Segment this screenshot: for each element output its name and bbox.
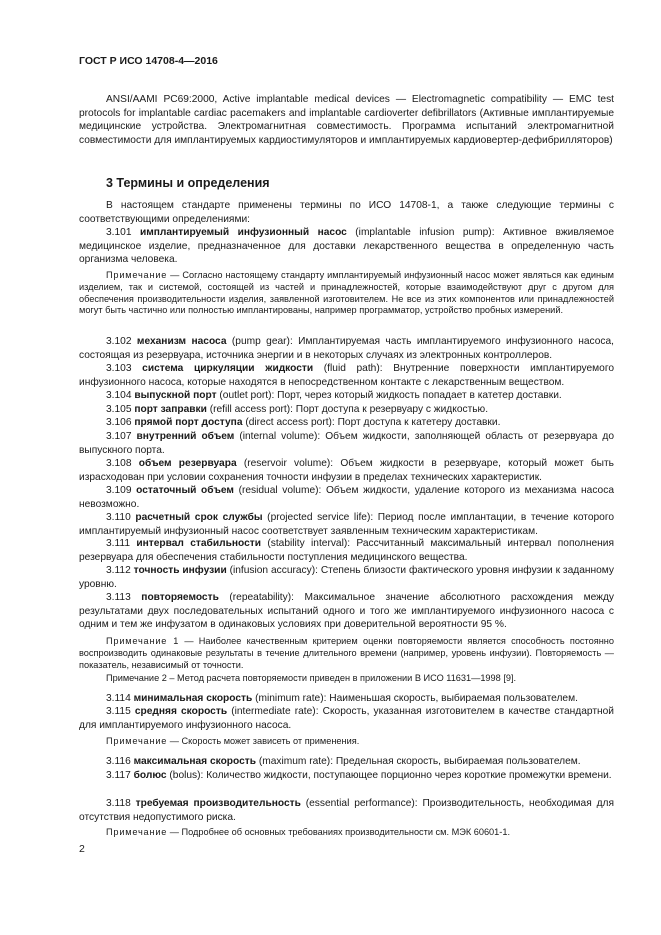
term-3-104	[79, 389, 614, 403]
term-definition: (fluid path): Внутренние поверхности имплантируемого инфузионного насоса, которые находятся в непосредственном контакте с лекарственным веществом.	[79, 363, 614, 388]
term-definition: (intermediate rate): Скорость, указанная изготовителем в качестве стандартной для имплантируемого инфузионного насоса.	[79, 706, 614, 731]
term-name: порт заправки	[134, 404, 207, 415]
intro-paragraph: В настоящем стандарте применены термины по ИСО 14708-1, а также следующие термины с соответствующими определениями:	[79, 200, 614, 225]
term-name: расчетный срок службы	[135, 512, 263, 523]
term-definition: (repeatability): Максимальное значение абсолютного расхождения между результатами двух последовательных испытаний одного и того же имплантируемого инфузионного насоса с одним и тем же инфузатом в одинаковых условиях при доверительной вероятности 95 %.	[79, 592, 614, 631]
term-3-110	[79, 511, 614, 538]
note-repeatability-1	[79, 636, 614, 671]
term-number: 3.107	[106, 431, 132, 442]
term-number: 3.116	[106, 756, 131, 767]
term-3-107	[79, 430, 614, 457]
term-name: механизм насоса	[136, 336, 227, 347]
term-name: требуемая производительность	[135, 798, 301, 809]
term-3-116	[79, 755, 614, 769]
term-definition: (refill access port): Порт доступа к резервуару с жидкостью.	[206, 404, 489, 415]
term-definition: (infusion accuracy): Степень близости фактического уровня инфузии к заданному уровню.	[79, 565, 614, 590]
term-name: остаточный объем	[136, 485, 234, 496]
term-name: повторяемость	[141, 592, 219, 603]
term-definition: (bolus): Количество жидкости, поступающее порционно через короткие промежутки времени.	[166, 770, 612, 781]
term-number: 3.101	[106, 227, 132, 238]
term-3-112	[79, 564, 614, 591]
note-rate	[79, 736, 614, 748]
note-performance	[79, 827, 614, 839]
term-definition: (stability interval): Рассчитанный максимальный интервал пополнения резервуара для обеспечения стабильности поступления медицинского вещества.	[79, 538, 614, 563]
term-number: 3.108	[106, 458, 132, 469]
term-number: 3.112	[106, 565, 131, 576]
note-text: — Согласно настоящему стандарту имплантируемый инфузионный насос может являться как единым изделием, так и системой, состоящей из частей и принадлежностей, которые взаимодействуют друг с другом для обеспечения производительности изделия, заявленной изготовителем. Не все из этих компонентов или принадлежностей могут быть частично или полностью имплантированы, например программатор, устройство пробных измерений.	[79, 270, 614, 316]
term-number: 3.104	[106, 390, 132, 401]
term-3-108	[79, 457, 614, 484]
term-definition: (internal volume): Объем жидкости, заполняющей область от резервуара до выпускного порта.	[79, 431, 614, 456]
term-definition: (projected service life): Период после имплантации, в течение которого имплантируемый инфузионный насос соответствует заявленным техническим характеристикам.	[79, 512, 614, 537]
document-header: ГОСТ Р ИСО 14708-4—2016	[79, 55, 218, 67]
term-number: 3.105	[106, 404, 132, 415]
term-definition: (direct access port): Порт доступа к катетеру доставки.	[242, 417, 501, 428]
term-3-109	[79, 484, 614, 511]
term-name: точность инфузии	[133, 565, 227, 576]
reference-paragraph: ANSI/AAMI PC69:2000, Active implantable medical devices — Electromagnetic compatibility — EMC test protocols for implantable cardiac pacemakers and implantable cardioverter defibrillators (Активные имплантируемые медицинские устройства. Электромагнитная совместимость. Программа испытаний электромагнитной совместимости для имплантируемых кардиостимуляторов и имплантируемых кардиовертер-дефибрилляторов)	[79, 94, 614, 146]
term-definition: (pump gear): Имплантируемая часть имплантируемого инфузионного насоса, состоящая из резервуара, источника энергии и в некоторых случаях из электронных контроллеров.	[79, 336, 614, 361]
term-3-111	[79, 537, 614, 564]
term-name: прямой порт доступа	[134, 417, 243, 428]
term-definition: (essential performance): Производительность, необходимая для отсутствия недопустимого риска.	[79, 798, 614, 823]
term-number: 3.113	[106, 592, 131, 603]
note-label: Примечание	[106, 827, 168, 837]
term-number: 3.110	[106, 512, 131, 523]
note-text: — Наиболее качественным критерием оценки повторяемости является способность постоянно воспроизводить одинаковые результаты в течение длительного времени (например, уровень инфузии). Повторяемость — показатель, независимый от точности.	[79, 636, 614, 670]
term-name: объем резервуара	[138, 458, 237, 469]
term-3-103	[79, 362, 614, 389]
note-text: — Подробнее об основных требованиях производительности см. МЭК 60601-1.	[167, 827, 510, 837]
term-3-114	[79, 692, 614, 706]
term-definition: (outlet port): Порт, через который жидкость попадает в катетер доставки.	[216, 390, 562, 401]
term-number: 3.117	[106, 770, 131, 781]
note-label: Примечание	[106, 270, 168, 280]
term-number: 3.114	[106, 693, 131, 704]
term-definition: (residual volume): Объем жидкости, удаление которого из механизма насоса невозможно.	[79, 485, 614, 510]
note-label: Примечание	[106, 736, 168, 746]
term-3-102	[79, 335, 614, 362]
term-3-106	[79, 416, 614, 430]
term-definition: (reservoir volume): Объем жидкости в резервуаре, который может быть израсходован при условии сохранения точности инфузии в пределах технических характеристик.	[79, 458, 614, 483]
term-number: 3.111	[106, 538, 130, 549]
term-name: выпускной порт	[134, 390, 217, 401]
term-number: 3.115	[106, 706, 131, 717]
note-label: Примечание 1	[106, 636, 180, 646]
term-number: 3.102	[106, 336, 132, 347]
term-number: 3.103	[106, 363, 132, 374]
term-3-113	[79, 591, 614, 632]
term-name: имплантируемый инфузионный насос	[139, 227, 347, 238]
term-name: система циркуляции жидкости	[142, 363, 314, 374]
term-number: 3.109	[106, 485, 132, 496]
term-definition: (minimum rate): Наименьшая скорость, выбираемая пользователем.	[252, 693, 578, 704]
page-number: 2	[79, 843, 85, 855]
term-definition: (maximum rate): Предельная скорость, выбираемая пользователем.	[256, 756, 581, 767]
term-name: максимальная скорость	[133, 756, 257, 767]
term-3-117	[79, 769, 614, 783]
term-3-105	[79, 403, 614, 417]
term-name: болюс	[133, 770, 167, 781]
term-3-118	[79, 797, 614, 824]
term-3-115	[79, 705, 614, 732]
term-name: средняя скорость	[134, 706, 228, 717]
term-name: внутренний объем	[136, 431, 235, 442]
note-repeatability-2: Примечание 2 – Метод расчета повторяемости приведен в приложении В ИСО 11631—1998 [9].	[106, 673, 517, 683]
note-text: — Скорость может зависеть от применения.	[167, 736, 360, 746]
section-title: 3 Термины и определения	[106, 176, 270, 190]
term-number: 3.118	[106, 798, 131, 809]
term-name: минимальная скорость	[133, 693, 253, 704]
term-number: 3.106	[106, 417, 132, 428]
term-3-101	[79, 226, 614, 267]
term-definition: (implantable infusion pump): Активное вживляемое медицинское изделие, предназначенное для доставки лекарственного вещества в определенную часть организма человека.	[79, 227, 614, 266]
term-name: интервал стабильности	[136, 538, 261, 549]
note-pump-system	[79, 270, 614, 317]
